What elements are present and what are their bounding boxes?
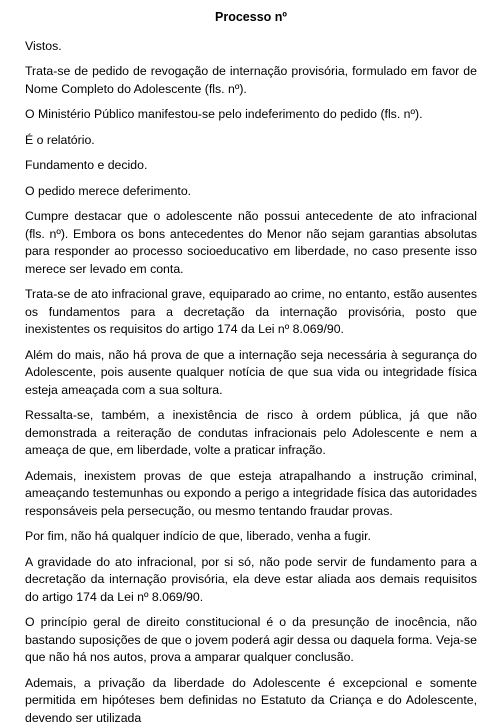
paragraph-antecedentes: Cumpre destacar que o adolescente não possui antecedente de ato infracional (fls. nº). Embora os bons antecedentes do Menor não sejam garantias absolutas para responder ao processo socioeducativo em liberdade, no caso presente isso merece ser levado em conta. bbox=[25, 208, 477, 278]
paragraph-presuncao-inocencia: O princípio geral de direito constitucional é o da presunção de inocência, não bastando suposições de que o jovem poderá agir dessa ou daquela forma. Veja-se que não há nos autos, prova a amparar qualquer conclusão. bbox=[25, 614, 477, 667]
document-title: Processo nº bbox=[25, 9, 477, 27]
paragraph-ordem-publica: Ressalta-se, também, a inexistência de risco à ordem pública, já que não demonstrada a reiteração de condutas infracionais pelo Adolescente e nem a ameaça de que, em liberdade, volte a praticar infração. bbox=[25, 407, 477, 460]
paragraph-ato-infracional-grave: Trata-se de ato infracional grave, equiparado ao crime, no entanto, estão ausentes os fundamentos para a decretação da internação provisória, posto que inexistentes os requisitos do artigo 174 da Lei nº 8.069/90. bbox=[25, 286, 477, 339]
paragraph-fundamento: Fundamento e decido. bbox=[25, 157, 477, 175]
paragraph-seguranca: Além do mais, não há prova de que a internação seja necessária à segurança do Adolescente, pois ausente qualquer notícia de que sua vida ou integridade física esteja ameaçada com a sua soltura. bbox=[25, 347, 477, 400]
paragraph-instrucao-criminal: Ademais, inexistem provas de que esteja atrapalhando a instrução criminal, ameaçando testemunhas ou expondo a perigo a integridade física das autoridades responsáveis pela persecução, ou mesmo tentando fraudar provas. bbox=[25, 468, 477, 521]
paragraph-vistos: Vistos. bbox=[25, 38, 477, 56]
paragraph-relatorio: É o relatório. bbox=[25, 132, 477, 150]
paragraph-privacao-liberdade: Ademais, a privação da liberdade do Adolescente é excepcional e somente permitida em hipóteses bem definidas no Estatuto da Criança e do Adolescente, devendo ser utilizada bbox=[25, 675, 477, 727]
paragraph-pedido: Trata-se de pedido de revogação de internação provisória, formulado em favor de Nome Completo do Adolescente (fls. nº). bbox=[25, 63, 477, 98]
paragraph-ministerio-publico: O Ministério Público manifestou-se pelo indeferimento do pedido (fls. nº). bbox=[25, 106, 477, 124]
paragraph-deferimento: O pedido merece deferimento. bbox=[25, 183, 477, 201]
paragraph-gravidade: A gravidade do ato infracional, por si só, não pode servir de fundamento para a decretação da internação provisória, ela deve estar aliada aos demais requisitos do artigo 174 da Lei nº 8.069/90. bbox=[25, 554, 477, 607]
paragraph-fuga: Por fim, não há qualquer indício de que, liberado, venha a fugir. bbox=[25, 528, 477, 546]
